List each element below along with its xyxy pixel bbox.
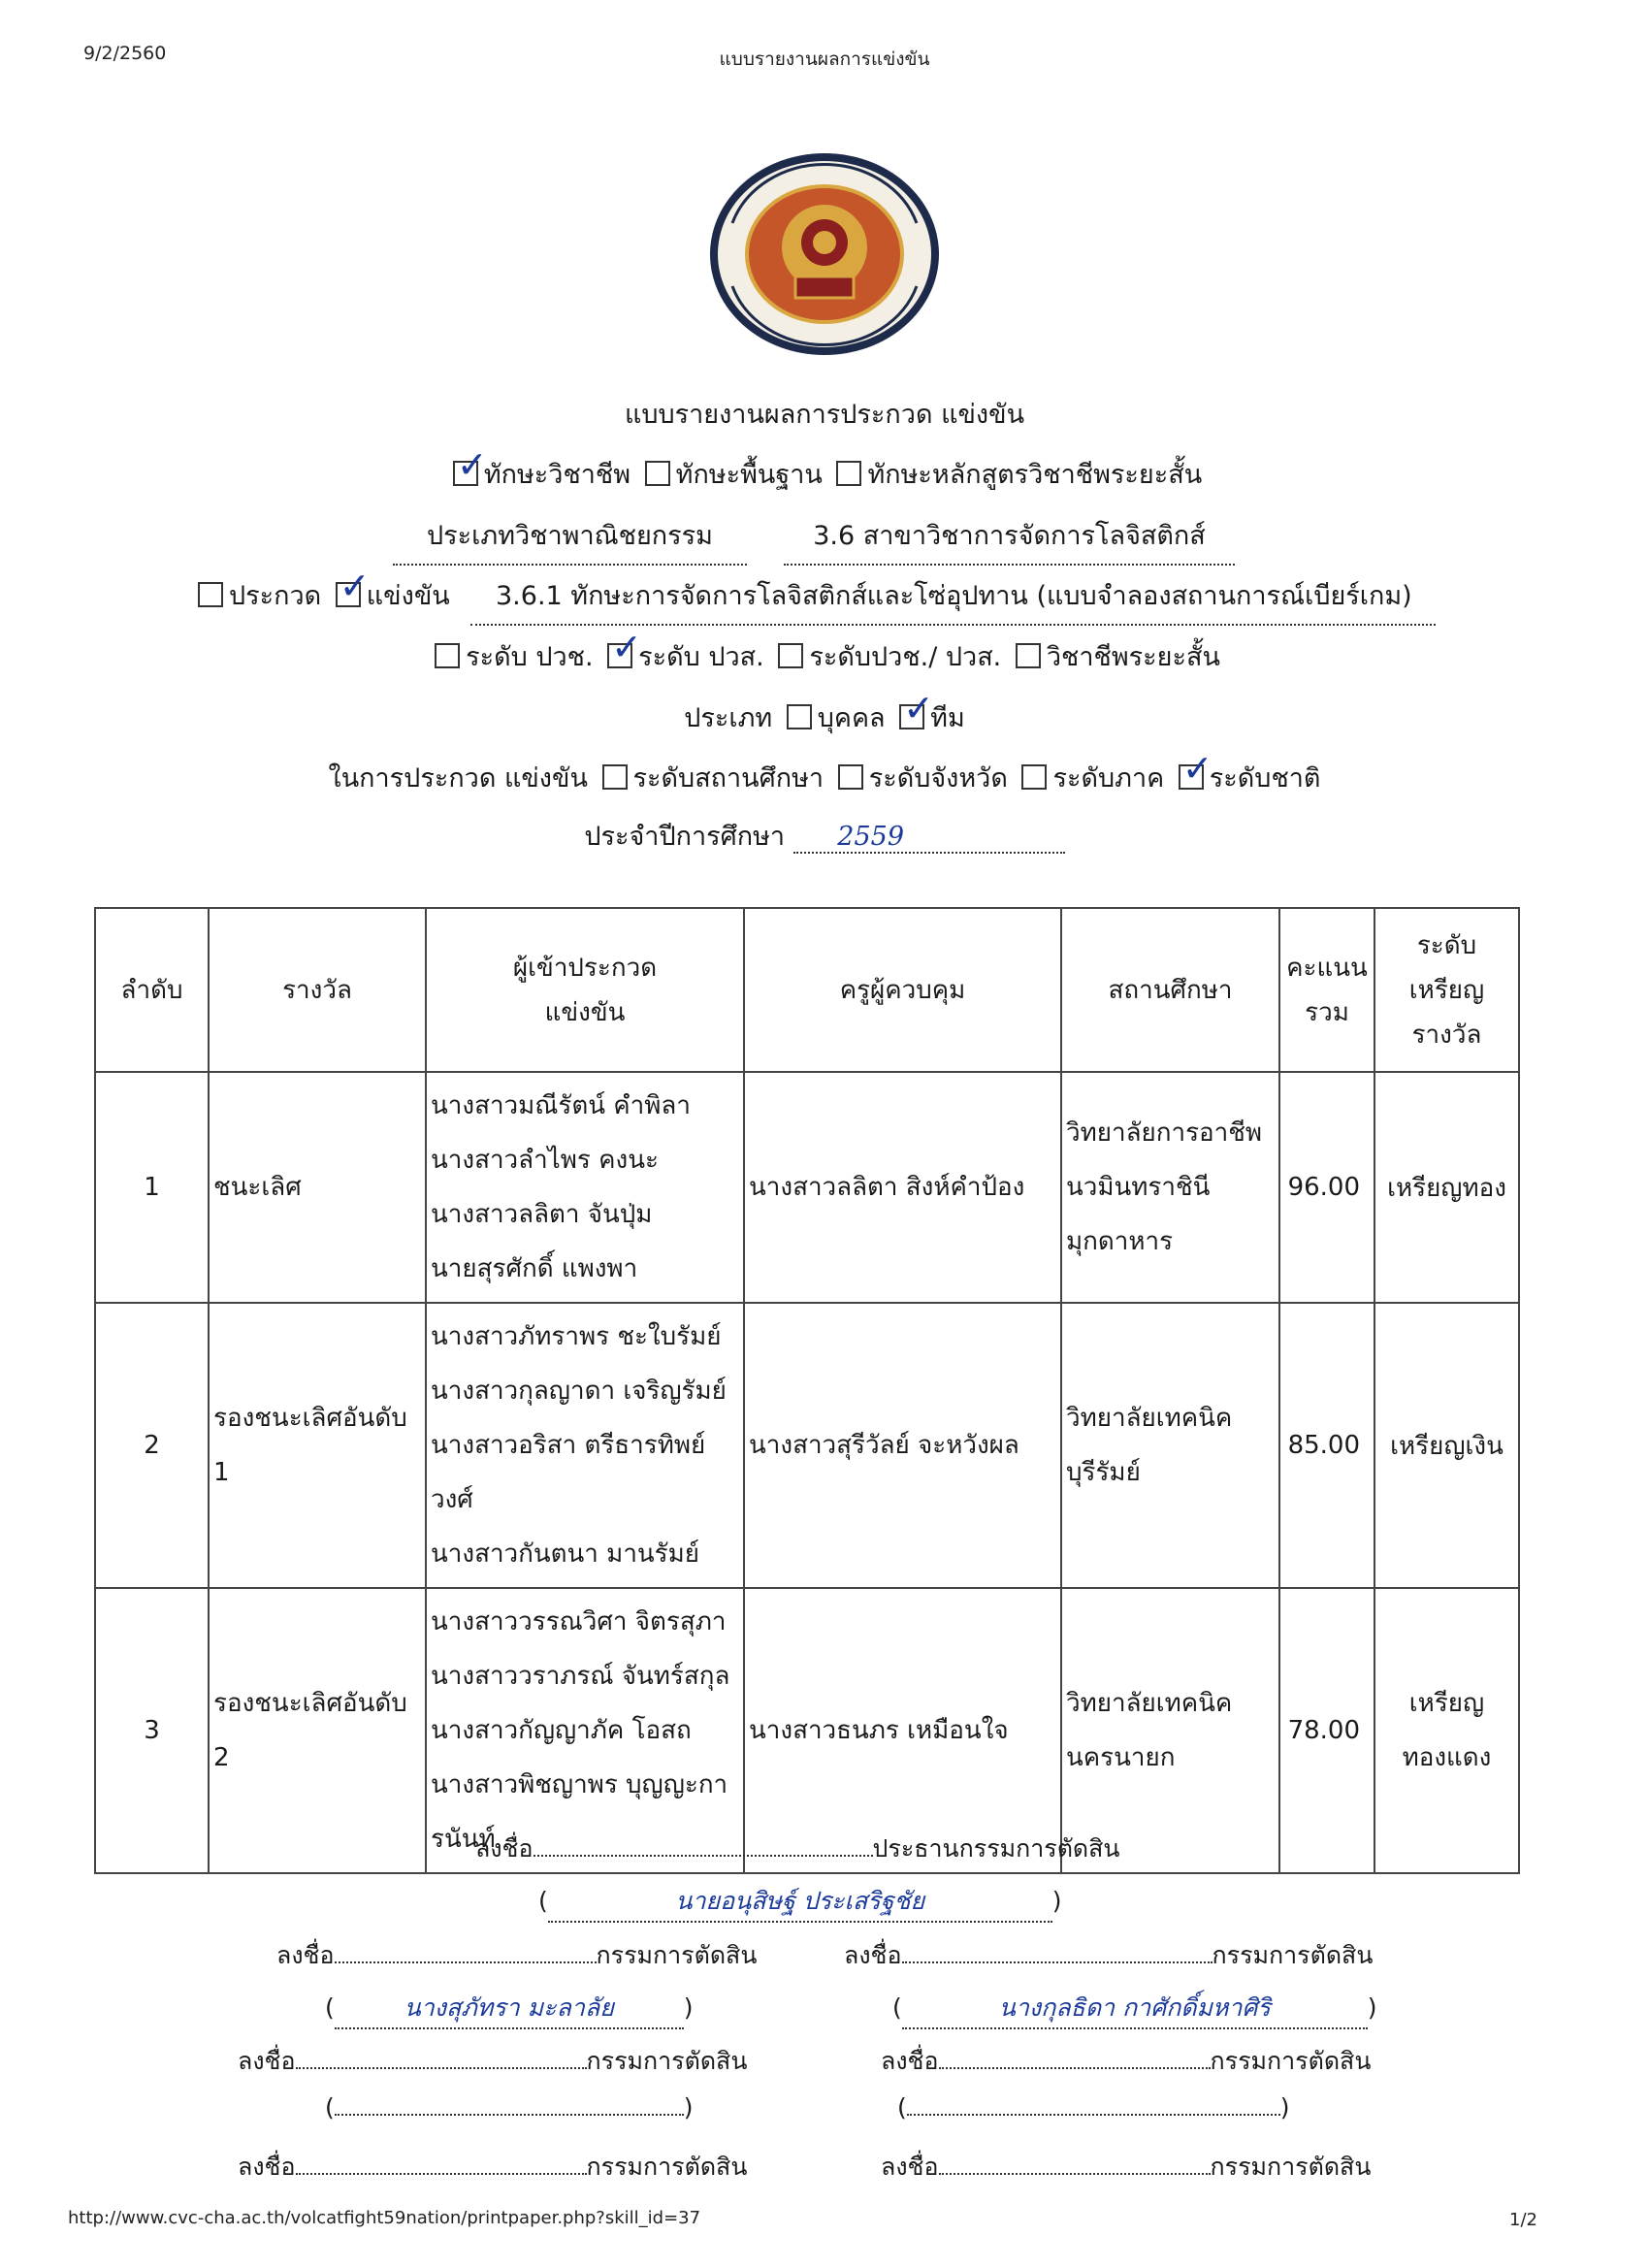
judge-right-2-name-line: ( ) xyxy=(897,2093,1290,2122)
contest-mode-label-contest: ประกวด xyxy=(229,581,322,611)
contest-mode-label-competition: แข่งขัน xyxy=(366,581,450,611)
scope-checkbox-institution[interactable] xyxy=(602,764,628,790)
judge-left-2-signature-line: ลงชื่อ กรรมการตัดสิน xyxy=(238,2047,748,2075)
row-institution: วิทยาลัยเทคนิค บุรีรัมย์ xyxy=(1061,1303,1279,1588)
judge-right-1-signature-line: ลงชื่อ กรรมการตัดสิน xyxy=(844,1941,1374,1969)
form-title: แบบรายงานผลการประกวด แข่งขัน xyxy=(624,400,1025,430)
judge-right-1-name-line: ( นางกุลธิดา กาศักดิ์มหาศิริ ) xyxy=(892,1989,1377,2029)
header-participants: ผู้เข้าประกวด แข่งขัน xyxy=(426,908,744,1072)
vocational-commission-seal xyxy=(694,150,955,359)
year-value: 2559 xyxy=(837,822,905,852)
level-row xyxy=(0,635,1649,677)
header-no: ลำดับ xyxy=(95,908,209,1072)
level-checkbox-pvs[interactable] xyxy=(607,643,632,668)
row-medal: เหรียญ ทองแดง xyxy=(1374,1588,1519,1873)
branch-field xyxy=(784,514,1235,566)
scope-label-province: ระดับจังหวัด xyxy=(868,763,1008,794)
type-label-individual: บุคคล xyxy=(817,703,886,733)
results-table xyxy=(94,907,1520,1874)
judge-right-1-name: นางกุลธิดา กาศักดิ์มหาศิริ xyxy=(998,1993,1271,2022)
judge-left-3-signature-line: ลงชื่อ กรรมการตัดสิน xyxy=(238,2153,748,2181)
table-header-row xyxy=(95,908,1519,1072)
type-label: ประเภท xyxy=(684,703,773,733)
row-participants: นางสาวมณีรัตน์ คำพิลา นางสาวลำไพร คงนะ นางสาวลลิตา จันปุ่ม นายสุรศักดิ์ แพงพา xyxy=(426,1072,744,1303)
row-institution: วิทยาลัยการอาชีพ นวมินทราชินี มุกดาหาร xyxy=(1061,1072,1279,1303)
row-score: 78.00 xyxy=(1279,1588,1374,1873)
judge-left-1-name-line: ( นางสุภัทรา มะลาลัย ) xyxy=(325,1989,694,2029)
row-no: 3 xyxy=(95,1588,209,1873)
row-supervisor: นางสาวธนภร เหมือนใจ xyxy=(744,1588,1061,1873)
chair-role: ประธานกรรมการตัดสิน xyxy=(872,1834,1120,1863)
contest-mode-row xyxy=(192,574,450,616)
skill-name-field xyxy=(470,574,1436,626)
scope-label: ในการประกวด แข่งขัน xyxy=(328,763,588,794)
row-no: 1 xyxy=(95,1072,209,1303)
judge-right-2-signature-line: ลงชื่อ กรรมการตัดสิน xyxy=(881,2047,1372,2075)
chair-name: นายอนุสิษฐ์ ประเสริฐชัย xyxy=(675,1887,925,1915)
skill-type-checkbox-basic[interactable] xyxy=(645,461,670,486)
skill-type-row xyxy=(0,453,1649,495)
year-label: ประจำปีการศึกษา xyxy=(584,822,786,852)
scope-label-region: ระดับภาค xyxy=(1052,763,1165,794)
print-date: 9/2/2560 xyxy=(83,43,167,64)
skill-name-value: 3.6.1 ทักษะการจัดการโลจิสติกส์และโซ่อุปทาน (แบบจำลองสถานการณ์เบียร์เกม) xyxy=(470,574,1436,626)
header-award: รางวัล xyxy=(209,908,426,1072)
scope-checkbox-national[interactable] xyxy=(1179,764,1204,790)
row-supervisor: นางสาวสุรีวัลย์ จะหวังผล xyxy=(744,1303,1061,1588)
chair-signature-line: ลงชื่อ ประธานกรรมการตัดสิน xyxy=(475,1834,1120,1863)
skill-type-checkbox-vocational[interactable] xyxy=(453,461,478,486)
type-checkbox-individual[interactable] xyxy=(787,704,812,729)
table-row xyxy=(95,1303,1519,1588)
row-score: 85.00 xyxy=(1279,1303,1374,1588)
level-label-pvc-pvs: ระดับปวช./ ปวส. xyxy=(809,642,1002,672)
contest-mode-checkbox-contest[interactable] xyxy=(198,582,223,607)
header-institution: สถานศึกษา xyxy=(1061,908,1279,1072)
level-checkbox-short[interactable] xyxy=(1016,643,1041,668)
row-award: ชนะเลิศ xyxy=(209,1072,426,1303)
scope-row xyxy=(0,757,1649,798)
skill-type-label-short-course: ทักษะหลักสูตรวิชาชีพระยะสั้น xyxy=(867,460,1203,490)
header-supervisor: ครูผู้ควบคุม xyxy=(744,908,1061,1072)
level-label-pvc: ระดับ ปวช. xyxy=(466,642,594,672)
level-checkbox-pvc[interactable] xyxy=(435,643,460,668)
level-label-short: วิชาชีพระยะสั้น xyxy=(1046,642,1220,672)
row-award: รองชนะเลิศอันดับ 1 xyxy=(209,1303,426,1588)
type-row xyxy=(0,697,1649,738)
header-medal: ระดับ เหรียญ รางวัล xyxy=(1374,908,1519,1072)
footer-url[interactable]: http://www.cvc-cha.ac.th/volcatfight59nation/printpaper.php?skill_id=37 xyxy=(68,2208,701,2228)
type-label-team: ทีม xyxy=(930,703,965,733)
table-row xyxy=(95,1072,1519,1303)
level-label-pvs: ระดับ ปวส. xyxy=(638,642,764,672)
judge-left-1-name: นางสุภัทรา มะลาลัย xyxy=(404,1993,614,2022)
skill-type-label-vocational: ทักษะวิชาชีพ xyxy=(483,460,631,490)
row-score: 96.00 xyxy=(1279,1072,1374,1303)
category-value: ประเภทวิชาพาณิชยกรรม xyxy=(393,514,747,566)
skill-type-label-basic: ทักษะพื้นฐาน xyxy=(675,460,823,490)
header-score: คะแนน รวม xyxy=(1279,908,1374,1072)
print-page-title: แบบรายงานผลการแข่งขัน xyxy=(719,49,930,70)
scope-label-institution: ระดับสถานศึกษา xyxy=(632,763,824,794)
footer-page-number: 1/2 xyxy=(1509,2210,1537,2230)
skill-type-checkbox-short-course[interactable] xyxy=(836,461,861,486)
row-participants: นางสาววรรณวิศา จิตรสุภา นางสาววราภรณ์ จันทร์สกุล นางสาวกัญญาภัค โอสถ นางสาวพิชญาพร บุญญะกา รนันท์ xyxy=(426,1588,744,1873)
row-medal: เหรียญเงิน xyxy=(1374,1303,1519,1588)
scope-label-national: ระดับชาติ xyxy=(1209,763,1321,794)
branch-value: 3.6 สาขาวิชาการจัดการโลจิสติกส์ xyxy=(784,514,1235,566)
row-institution: วิทยาลัยเทคนิค นครนายก xyxy=(1061,1588,1279,1873)
judge-left-2-name-line: ( ) xyxy=(325,2093,694,2122)
level-checkbox-pvc-pvs[interactable] xyxy=(778,643,803,668)
row-award: รองชนะเลิศอันดับ 2 xyxy=(209,1588,426,1873)
contest-mode-checkbox-competition[interactable] xyxy=(336,582,361,607)
chair-name-line: ( นายอนุสิษฐ์ ประเสริฐชัย ) xyxy=(538,1882,1062,1923)
scope-checkbox-region[interactable] xyxy=(1021,764,1047,790)
row-no: 2 xyxy=(95,1303,209,1588)
row-supervisor: นางสาวลลิตา สิงห์คำป้อง xyxy=(744,1072,1061,1303)
row-medal: เหรียญทอง xyxy=(1374,1072,1519,1303)
type-checkbox-team[interactable] xyxy=(899,704,924,729)
judge-left-1-signature-line: ลงชื่อ กรรมการตัดสิน xyxy=(276,1941,758,1969)
year-row xyxy=(0,815,1649,857)
judge-right-3-signature-line: ลงชื่อ กรรมการตัดสิน xyxy=(881,2153,1372,2181)
scope-checkbox-province[interactable] xyxy=(838,764,863,790)
row-participants: นางสาวภัทราพร ชะใบรัมย์ นางสาวกุลญาดา เจริญรัมย์ นางสาวอริสา ตรีธารทิพย์วงศ์ นางสาวกันตนา มานรัมย์ xyxy=(426,1303,744,1588)
category-field xyxy=(393,514,747,575)
